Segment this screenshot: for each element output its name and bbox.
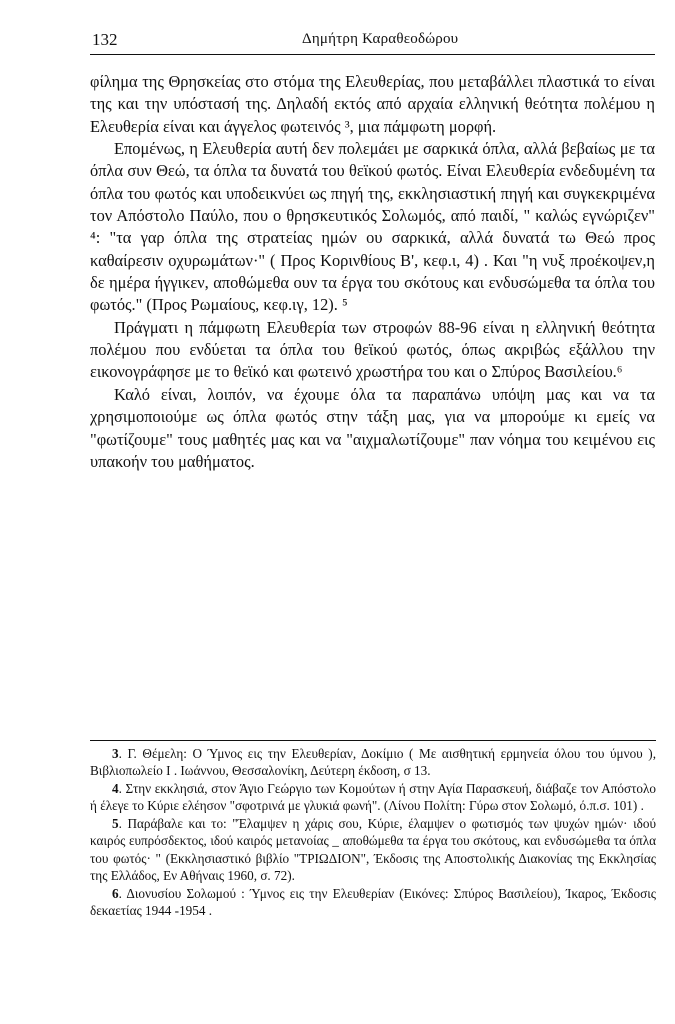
- running-head-author: Δημήτρη Καραθεοδώρου: [302, 31, 459, 47]
- footnote-number: 4: [112, 781, 119, 797]
- paragraph-3: Πράγματι η πάμφωτη Ελευθερία των στροφών 88-96 είναι η ελληνική θεότητα πολέμου που ενδύεται τα όπλα του θεϊκού φωτός, όπως ακριβώς εξάλλου την εικονογράφησε με το θεϊκό και φωτεινό χρωστήρα του και ο Σπύρος Βασιλείου.⁶: [90, 317, 655, 382]
- footnote-number: 6: [112, 885, 119, 901]
- footnote-number: 3: [112, 746, 119, 761]
- paragraph-2: Επομένως, η Ελευθερία αυτή δεν πολεμάει με σαρκικά όπλα, αλλά βεβαίως με τα όπλα συν Θεώ, τα όπλα τα δυνατά του θεϊκού φωτός. Είναι Ελευθερία ενδεδυμένη τα όπλα του φωτός και υποδεικνύει ως πηγή της, εκκλησιαστική πηγή και συγκεκριμένα τον Απόστολο Παύλο, που ο θρησκευτικός Σολωμός, από παιδί, " καλώς εγνώριζεν" ⁴: "τα γαρ όπλα της στρατείας ημών ου σαρκικά, αλλά δυνατά τω Θεώ προς καθαίρεσιν οχυρωμάτων·" ( Προς Κορινθίους Β', κεφ.ι, 4) . Και "η νυξ προέκοψεν,η δε ημέρα ήγγικεν, αποθώμεθα ουν τα έργα του σκότους και ενδυσώμεθα τα όπλα του φωτός." (Προς Ρωμαίους, κεφ.ιγ, 12). ⁵: [90, 139, 655, 315]
- footnote-number: 5: [112, 816, 119, 832]
- footnote-text: . Γ. Θέμελη: Ο Ύμνος εις την Ελευθερίαν, Δοκίμιο ( Με αισθητική ερμηνεία όλου του ύμνου ), Βιβλιοπωλείο Ι . Ιωάννου, Θεσσαλονίκη, Δεύτερη έκδοση, σ 13.: [90, 746, 656, 779]
- main-text: [90, 71, 655, 473]
- paragraph-4: Καλό είναι, λοιπόν, να έχουμε όλα τα παραπάνω υπόψη μας και να τα χρησιμοποιούμε ως όπλα φωτός στην τάξη μας, για να μπορούμε κι εμείς να "φωτίζουμε" τους μαθητές μας και να "αιχμαλωτίζουμε" παν νόημα του κειμένου εις υπακοήν του μαθήματος.: [90, 384, 655, 471]
- footnotes-section: [90, 740, 656, 920]
- footnote-5: [90, 815, 656, 883]
- footnote-6: [90, 885, 656, 919]
- page-header: [90, 28, 655, 55]
- footnote-4: [90, 780, 656, 814]
- footnote-text: . Στην εκκλησιά, στον Άγιο Γεώργιο των Κομούτων ή στην Αγία Παρασκευή, διάβαζε τον Απόστολο ή έλεγε το Κύριε ελέησον "σφοτρινά με γλυκιά φωνή". (Λίνου Πολίτη: Γύρω στον Σολωμό, ό.π.σ. 101) .: [90, 781, 656, 814]
- footnote-3: [90, 745, 656, 779]
- footnote-text: . Διονυσίου Σολωμού : Ύμνος εις την Ελευθερίαν (Εικόνες: Σπύρος Βασιλείου), Ίκαρος, Έκδοσις δεκαετίας 1944 -1954 .: [90, 885, 656, 918]
- paragraph-1: φίλημα της Θρησκείας στο στόμα της Ελευθερίας, που μεταβάλλει πλαστικά το είναι της και την υπόστασή της. Δηλαδή εκτός από αρχαία ελληνική θεότητα πολέμου η Ελευθερία είναι και άγγελος φωτεινός ³, μια πάμφωτη μορφή.: [90, 72, 655, 136]
- footnote-text: . Παράβαλε και το: "Έλαμψεν η χάρις σου, Κύριε, έλαμψεν ο φωτισμός των ψυχών ημών· ιδού καιρός ευπρόσδεκτος, ιδού καιρός μετανοίας _ αποθώμεθα τα έργα του σκότους, και ενδυσώμεθα τα όπλα του φωτός· " (Εκκλησιαστικό βιβλίο "ΤΡΙΩΔΙΟΝ", Έκδοσις της Αποστολικής Διακονίας της Εκκλησίας της Ελλάδος, Εν Αθήναις 1960, σ. 72).: [90, 816, 656, 883]
- page-number: 132: [92, 30, 118, 49]
